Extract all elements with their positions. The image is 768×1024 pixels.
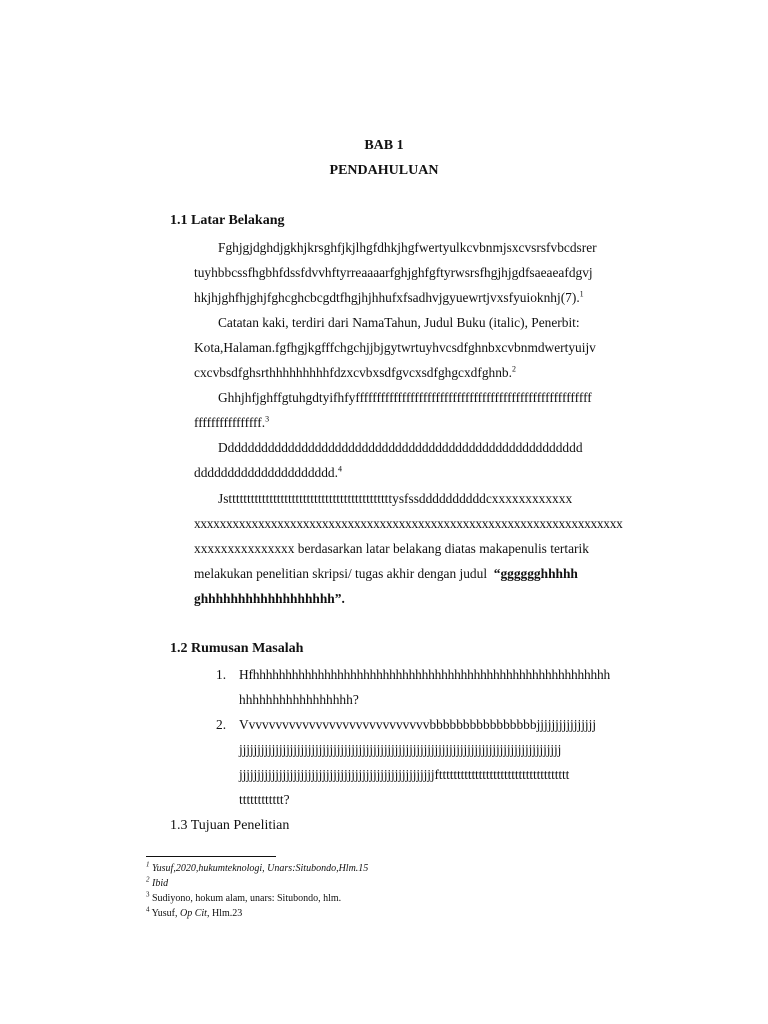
list-number: 1. <box>216 667 227 682</box>
paragraph-line: hkjhjghfhjghjfghcghcbcgdtfhgjhjhhufxfsadhvjgyuewrtjvxsfyuioknhj(7).$^1$ <box>194 289 584 305</box>
footnote-2: $^2$ Ibid <box>146 875 169 889</box>
chapter-title: BAB 1 <box>364 138 404 153</box>
research-title-cont: ghhhhhhhhhhhhhhhhhh”. <box>194 591 345 606</box>
section-heading-latar-belakang: 1.1 Latar Belakang <box>170 213 285 228</box>
paragraph-line: cxcvbsdfghsrthhhhhhhhhfdzxcvbxsdfgvcxsdfghgcxdfghnb.$^2$ <box>194 364 516 380</box>
list-item-line: Hfhhhhhhhhhhhhhhhhhhhhhhhhhhhhhhhhhhhhhhhhhhhhhhhhhhhhhhh <box>239 667 610 682</box>
footnote-4: $^4$ Yusuf, Op Cit, Hlm.23 <box>146 905 243 919</box>
list-item-line: tttttttttttt? <box>239 792 290 807</box>
paragraph-line: Kota,Halaman.fgfhgjkgfffchgchjjbjgytwrtuyhvcsdfghnbxcvbnmdwertyuijv <box>194 340 596 355</box>
chapter-subtitle: PENDAHULUAN <box>329 163 439 178</box>
footnote-ref[interactable]: 3 <box>265 414 270 424</box>
section-heading-rumusan-masalah: 1.2 Rumusan Masalah <box>170 641 304 656</box>
paragraph-line: tuyhbbcssfhgbhfdssfdvvhftyrreaaaarfghjghfgftyrwsrsfhgjhjgdfsaeaeafdgvj <box>194 265 593 280</box>
paragraph-line: melakukan penelitian skripsi/ tugas akhir dengan judul “gggggghhhhh <box>194 566 578 581</box>
research-title: “gggggghhhhh <box>493 566 578 581</box>
paragraph-line: Jsttttttttttttttttttttttttttttttttttttttttttttysfssddddddddddcxxxxxxxxxxxx <box>218 491 573 506</box>
paragraph-line: Dddddddddddddddddddddddddddddddddddddddddddddddddddddd <box>218 440 583 455</box>
paragraph-line: Ghhjhfjghffgtuhgdtyifhfyffffffffffffffffffffffffffffffffffffffffffffffffffffffff <box>218 390 592 405</box>
list-item-line: hhhhhhhhhhhhhhhhh? <box>239 692 359 707</box>
footnote-ref[interactable]: 2 <box>511 364 516 374</box>
list-item-line: jjjjjjjjjjjjjjjjjjjjjjjjjjjjjjjjjjjjjjjjjjjjjjjjjjjjjjftttttttttttttttttttttttttttttttttttt <box>239 767 570 782</box>
list-item-line: Vvvvvvvvvvvvvvvvvvvvvvvvvvvvbbbbbbbbbbbbbbbbjjjjjjjjjjjjjjjj <box>239 717 597 732</box>
footnote-1: $^1$ Yusuf,2020,hukumteknologi, Unars:Situbondo,Hlm.15 <box>146 860 369 874</box>
footnote-ref[interactable]: 1 <box>579 289 584 299</box>
footnote-ref[interactable]: 4 <box>337 464 342 474</box>
list-item-line: jjjjjjjjjjjjjjjjjjjjjjjjjjjjjjjjjjjjjjjjjjjjjjjjjjjjjjjjjjjjjjjjjjjjjjjjjjjjjjjjjjjjjjjjj <box>239 742 562 757</box>
paragraph-line: Catatan kaki, terdiri dari NamaTahun, Judul Buku (italic), Penerbit: <box>218 315 580 330</box>
section-heading-tujuan-penelitian: 1.3 Tujuan Penelitian <box>170 818 290 833</box>
paragraph-line: Fghjgjdghdjgkhjkrsghfjkjlhgfdhkjhgfwertyulkcvbnmjsxcvsrsfvbcdsrer <box>218 240 597 255</box>
paragraph-line: xxxxxxxxxxxxxxx berdasarkan latar belakang diatas makapenulis tertarik <box>194 541 589 556</box>
list-number: 2. <box>216 717 227 732</box>
footnote-3: $^3$ Sudiyono, hokum alam, unars: Situbondo, hlm. <box>146 890 342 904</box>
paragraph-line: ddddddddddddddddddddd.$^4$ <box>194 464 342 480</box>
paragraph-line: ffffffffffffffff.$^3$ <box>194 414 270 430</box>
paragraph-line: xxxxxxxxxxxxxxxxxxxxxxxxxxxxxxxxxxxxxxxxxxxxxxxxxxxxxxxxxxxxxxxxxxx <box>194 516 623 531</box>
footnote-separator <box>146 856 276 857</box>
